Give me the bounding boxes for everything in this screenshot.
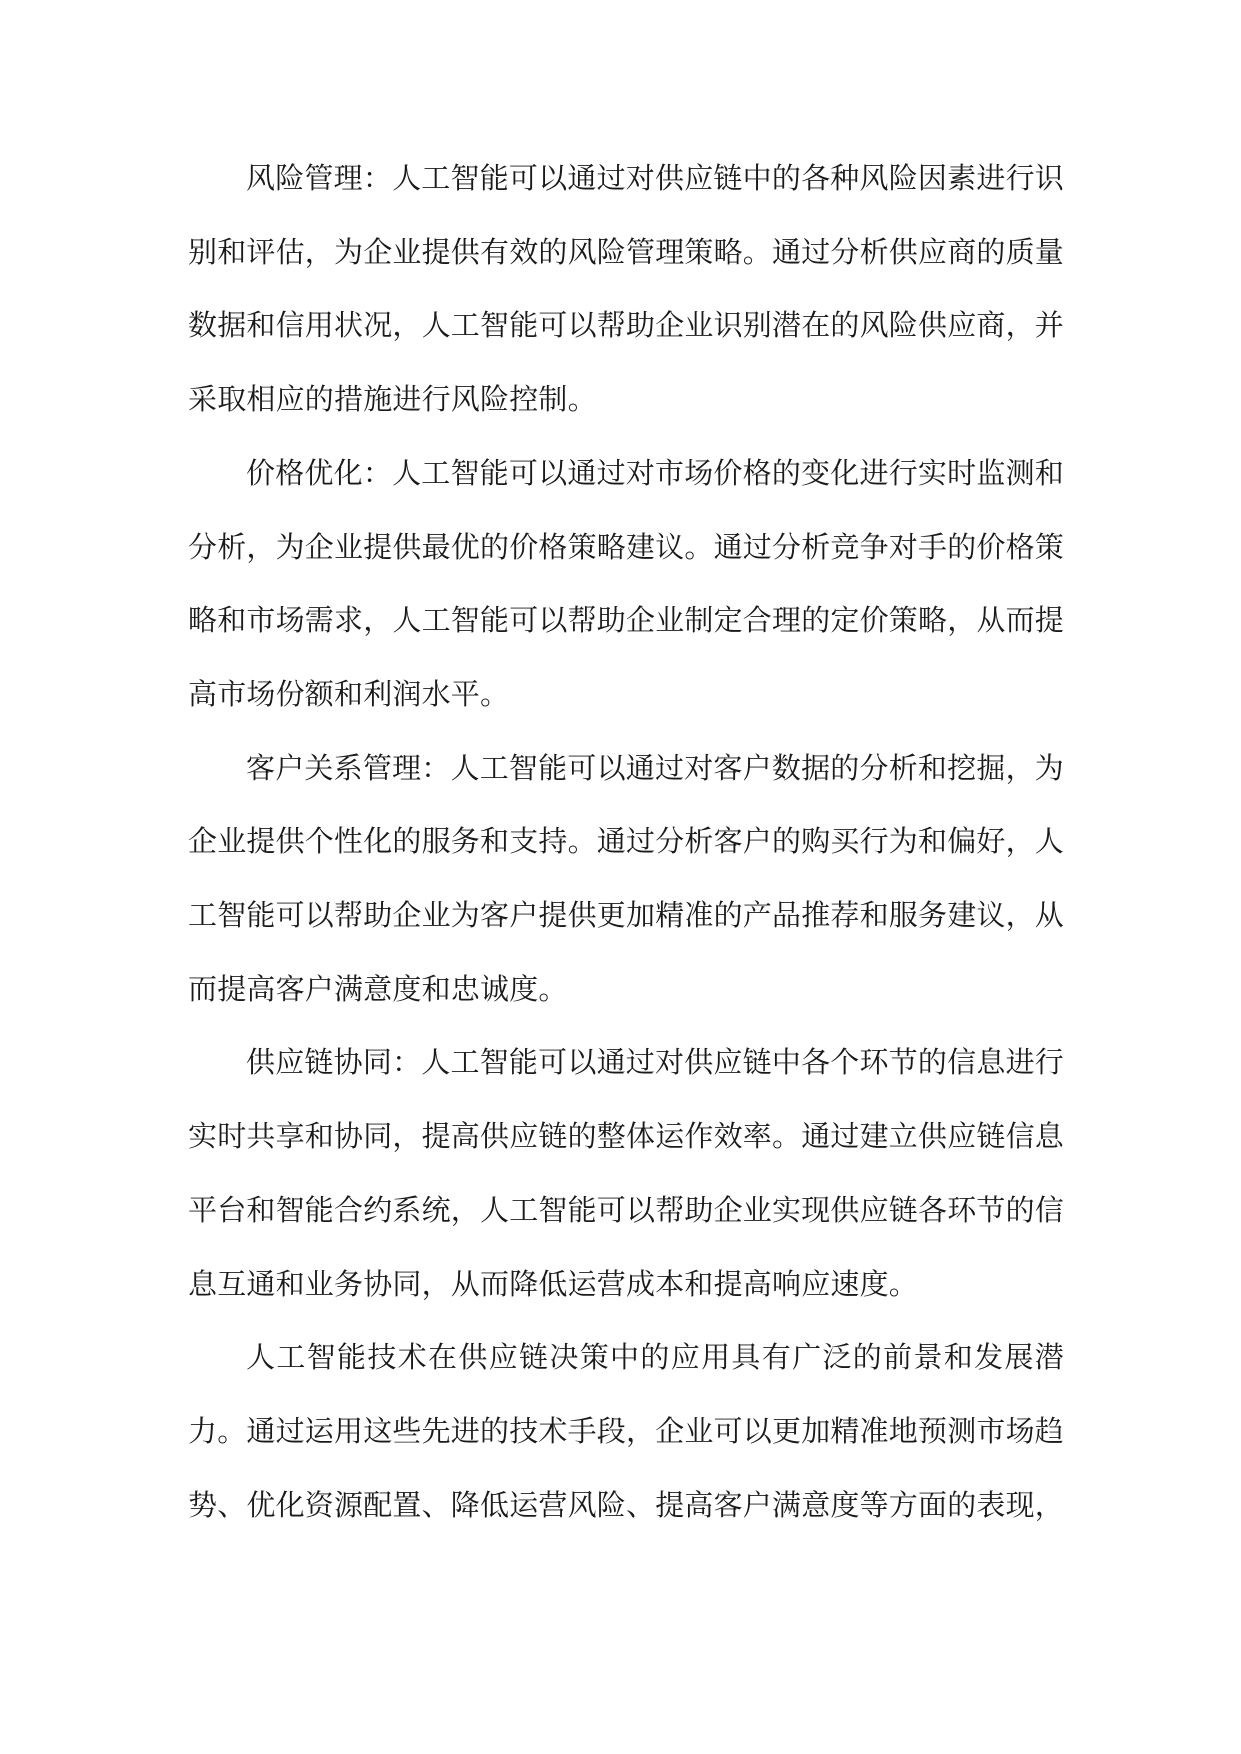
paragraph-conclusion: 人工智能技术在供应链决策中的应用具有广泛的前景和发展潜力。通过运用这些先进的技术手段，企业可以更加精准地预测市场趋势、优化资源配置、降低运营风险、提高客户满意度等方面的表现， bbox=[188, 1340, 1065, 1522]
paragraph-customer-relationship: 客户关系管理：人工智能可以通过对客户数据的分析和挖掘，为企业提供个性化的服务和支持。通过分析客户的购买行为和偏好，人工智能可以帮助企业为客户提供更加精准的产品推荐和服务建议，从而提高客户满意度和忠诚度。 bbox=[188, 750, 1065, 1006]
paragraph-risk-management: 风险管理：人工智能可以通过对供应链中的各种风险因素进行识别和评估，为企业提供有效的风险管理策略。通过分析供应商的质量数据和信用状况，人工智能可以帮助企业识别潜在的风险供应商，并采取相应的措施进行风险控制。 bbox=[188, 161, 1065, 417]
body-text bbox=[188, 142, 1064, 1542]
paragraph-supply-chain-collaboration: 供应链协同：人工智能可以通过对供应链中各个环节的信息进行实时共享和协同，提高供应链的整体运作效率。通过建立供应链信息平台和智能合约系统，人工智能可以帮助企业实现供应链各环节的信息互通和业务协同，从而降低运营成本和提高响应速度。 bbox=[188, 1045, 1065, 1301]
paragraph-price-optimization: 价格优化：人工智能可以通过对市场价格的变化进行实时监测和分析，为企业提供最优的价格策略建议。通过分析竞争对手的价格策略和市场需求，人工智能可以帮助企业制定合理的定价策略，从而提高市场份额和利润水平。 bbox=[188, 455, 1065, 711]
